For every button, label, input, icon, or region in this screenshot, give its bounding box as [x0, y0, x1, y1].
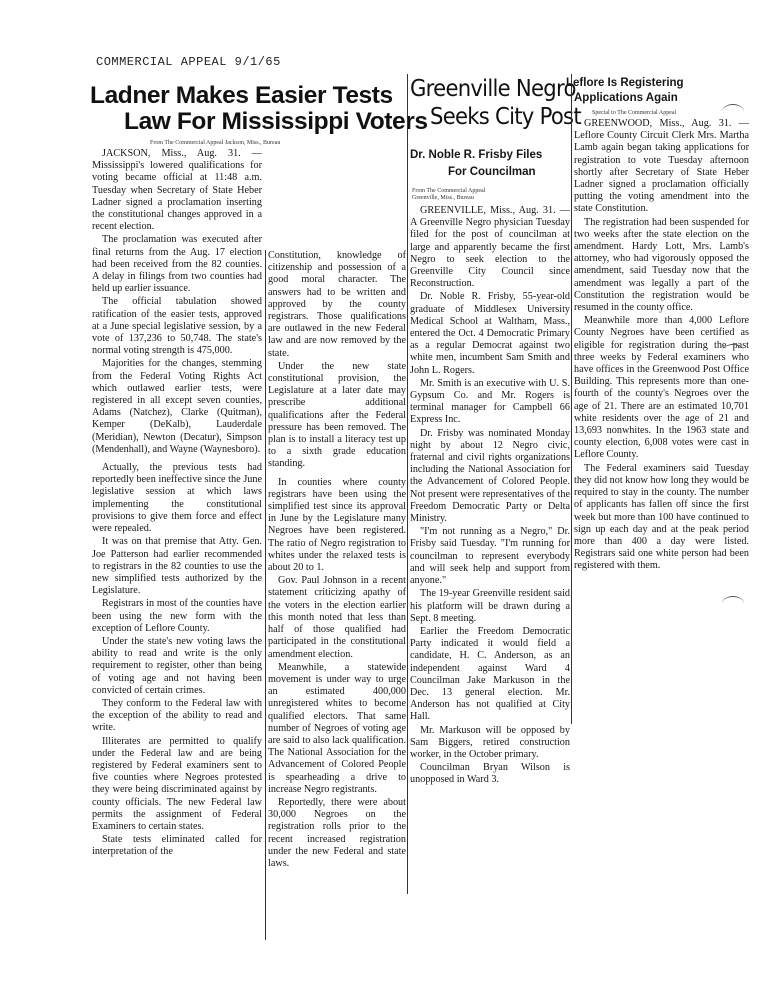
greenville-paragraph: Mr. Markuson will be opposed by Sam Biggers, retired construction worker, in the October primary.: [410, 724, 570, 760]
greenville-paragraph: Dr. Noble R. Frisby, 55-year-old graduate of Middlesex University Medical School at Waltham, Mass., entered the Oct. 4 Democratic Primary as a regular Democrat against two white men, incumbent Sam Smith and John L. Rogers.: [410, 291, 570, 376]
ladner-paragraph: Illiterates are permitted to qualify under the Federal law and are being registered by Federal examiners sent to five counties where Negroes protested they were being discriminated against by county officials. The new Federal law permits the assignment of Federal Examiners to certain states.: [92, 735, 262, 832]
leflore-headline-line1: Leflore Is Registering: [566, 77, 684, 89]
leflore-paragraph: The registration had been suspended for two weeks after the state election on the amendment. Hardy Lott, Mrs. Lamb's attorney, who had vigorously opposed the amendment, said Tuesday now that the amendment was legally a part of the Constitution the registration would be resumed in the county office.: [574, 216, 749, 314]
ladner-column-1: [92, 148, 262, 938]
greenville-paragraph: Earlier the Freedom Democratic Party indicated it would field a candidate, H. C. Anderson, as an independent against Ward 4 Councilman Jake Markuson in the Dec. 13 general election. Mr. Anderson has not qualified at City Hall.: [410, 625, 570, 723]
ladner-paragraph: Gov. Paul Johnson in a recent statement criticizing apathy of the voters in the election earlier this month noted that less than half of those qualified had participated in the constitutional amendment election.: [268, 575, 406, 660]
ladner-paragraph: The proclamation was executed after final returns from the Aug. 17 election had been received from the 82 counties. A delay in filings from two counties had held up earlier issuance.: [92, 234, 262, 295]
ladner-paragraph: State tests eliminated called for interpretation of the: [92, 834, 262, 858]
ladner-paragraph: Constitution, knowledge of citizenship and possession of a good moral character. The answers had to be written and approved by the county registrars. Those qualifications are outlawed in the new Federal law and are now removed by the state.: [268, 250, 406, 359]
greenville-paragraph: GREENVILLE, Miss., Aug. 31. — A Greenville Negro physician Tuesday filed for the post of councilman at large and apparently became the first Negro to seek election to the Greenville City Council since Reconstruction.: [410, 205, 570, 290]
ladner-paragraph: They conform to the Federal law with the exception of the ability to read and write.: [92, 697, 262, 734]
ladner-headline-line1: Ladner Makes Easier Tests: [90, 82, 393, 109]
ladner-paragraph: Majorities for the changes, stemming from the Federal Voting Rights Act which outlawed earlier tests, were registered in all except seven counties, Adams (Natchez), Clarke (Quitman), Kemper (DeKalb), Lauderdale (Meridian), Newton (Decatur), Simpson (Mendenhall), and Wayne (Waynesboro).: [92, 358, 262, 455]
ladner-column-2: [268, 250, 406, 880]
greenville-paragraph: The 19-year Greenville resident said his platform will be drawn during a Sept. 8 meeting.: [410, 588, 570, 624]
ladner-paragraph: Meanwhile, a statewide movement is under way to urge an estimated 400,000 unregistered whites to become qualified electors. That same number of Negroes of voting age are said to also lack qualification. The National Association for the Advancement of Colored People is spearheading a drive to increase Negro registrants.: [268, 661, 406, 795]
ladner-headline-line2: Law For Mississippi Voters: [124, 108, 428, 135]
leflore-paragraph: Meanwhile more than 4,000 Leflore County Negroes have been certified as eligible for registration during the past three weeks by Federal examiners who have offices in the Greenwood Post Office Building. This represents more than one-fourth of the county's Negroes over the age of 21. There are an estimated 10,701 white residents over the age of 21 and 13,693 nonwhites. In the 1963 state and county election, 6,008 votes were cast in Leflore County.: [574, 315, 749, 461]
ladner-paragraph: Under the state's new voting laws the ability to read and write is the only requirement to register, other than being of voting age and not having been convicted of certain crimes.: [92, 635, 262, 696]
margin-mark: [722, 596, 744, 611]
greenville-column: [410, 205, 570, 905]
date-stamp: COMMERCIAL APPEAL 9/1/65: [96, 55, 281, 69]
greenville-subhead-line1: Dr. Noble R. Frisby Files: [410, 149, 543, 161]
ladner-paragraph: Under the new state constitutional provision, the Legislature at a later date may prescribe additional qualifications after the Federal pressure has been removed. The plan is to install a literacy test up to a sixth grade education standing.: [268, 360, 406, 470]
leflore-credit: Special to The Commercial Appeal: [592, 110, 677, 116]
margin-mark: [722, 104, 744, 119]
ladner-credit: From The Commercial Appeal Jackson, Miss., Bureau: [150, 140, 281, 146]
leflore-column: [574, 118, 749, 723]
ladner-paragraph: Actually, the previous tests had reportedly been ineffective since the June legislative session at which laws implementing the constitutional provisions to give them force and effect were repealed.: [92, 462, 262, 535]
ladner-paragraph: JACKSON, Miss., Aug. 31. — Mississippi's lowered qualifications for voting became official at 11:48 a.m. Tuesday when Secretary of State Heber Ladner signed a proclamation inserting the constitutional changes approved in a recent election.: [92, 148, 262, 233]
greenville-headline-line2: Seeks City Post: [430, 104, 581, 130]
column-rule: [571, 74, 572, 724]
margin-mark: [722, 344, 744, 359]
greenville-paragraph: "I'm not running as a Negro," Dr. Frisby said Tuesday. "I'm running for councilman to represent everybody and will seek help and support from anyone.": [410, 526, 570, 587]
ladner-paragraph: Registrars in most of the counties have been using the new form with the exception of Leflore County.: [92, 598, 262, 634]
column-rule: [407, 74, 408, 894]
greenville-paragraph: Councilman Bryan Wilson is unopposed in Ward 3.: [410, 762, 570, 786]
greenville-headline-line1: Greenville Negro: [410, 76, 576, 102]
greenville-paragraph: Mr. Smith is an executive with U. S. Gypsum Co. and Mr. Rogers is terminal manager for Campbell 66 Express Inc.: [410, 377, 570, 426]
leflore-paragraph: The Federal examiners said Tuesday they did not know how long they would be required to stay in the county. The number of applicants has fallen off since the first week but more than 100 have continued to sign up each day and at the peak period more than 400 a day were listed. Registrars said one white person had been registered with them.: [574, 462, 749, 572]
ladner-paragraph: In counties where county registrars have been using the simplified test since its approval in June by the Legislature many Negroes have been registered. The ratio of Negro registration to whites under the relaxed tests is about 20 to 1.: [268, 476, 406, 574]
column-rule: [265, 250, 266, 940]
ladner-paragraph: Reportedly, there were about 30,000 Negroes on the registration rolls prior to the recent increased registration under the new Federal and state laws.: [268, 796, 406, 869]
leflore-headline-line2: Applications Again: [574, 92, 678, 104]
greenville-credit-line2: Greenville, Miss., Bureau: [412, 195, 474, 201]
ladner-paragraph: The official tabulation showed ratification of the easier tests, approved at a June special legislative session, by a vote of 137,236 to 50,748. The state's normal voting strength is 475,000.: [92, 296, 262, 357]
ladner-paragraph: It was on that premise that Atty. Gen. Joe Patterson had earlier recommended to registrars in the 82 counties to use the new simplified tests authorized by the Legislature.: [92, 536, 262, 597]
leflore-paragraph: GREENWOOD, Miss., Aug. 31. — Leflore County Circuit Clerk Mrs. Martha Lamb again began taking applications for registration to vote Tuesday afternoon shortly after Secretary of State Heber Ladner signed a proclamation officially putting the voting amendment into the state Constitution.: [574, 118, 749, 215]
greenville-credit-line1: From The Commercial Appeal: [412, 188, 486, 194]
greenville-paragraph: Dr. Frisby was nominated Monday night by about 12 Negro civic, fraternal and civil rights organizations including the National Association for the Advancement of Colored People. Not present were representatives of the Freedom Democratic Party or Delta Ministry.: [410, 427, 570, 525]
greenville-subhead-line2: For Councilman: [448, 166, 536, 178]
